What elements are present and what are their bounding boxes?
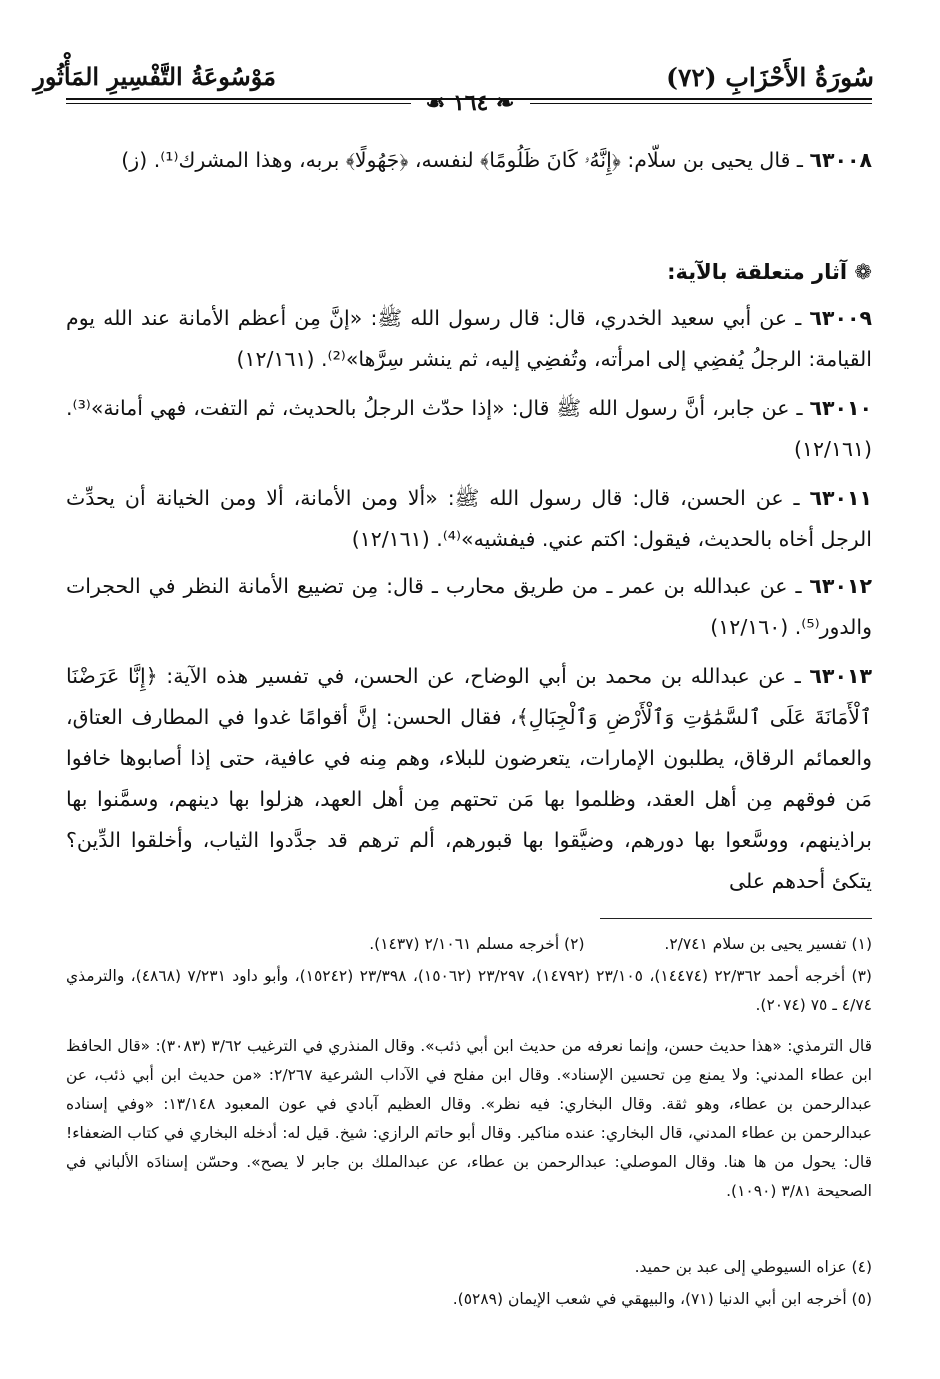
- entry-text: ـ عن أبي سعيد الخدري، قال: قال رسول الله ﷺ: «إنَّ مِن أعظم الأمانة عند الله يوم القيامة: الرجلُ يُفضِي إلى امرأته، وتُفضِي إليه، ثم ينشر سِرَّها»⁽²⁾. (١٢/١٦١): [66, 306, 872, 371]
- entry-63011: [66, 478, 872, 560]
- entry-number: ٦٣٠١٣: [809, 664, 872, 688]
- entry-number: ٦٣٠٠٨: [809, 148, 872, 172]
- entry-number: ٦٣٠٠٩: [809, 306, 872, 330]
- entry-text: ـ عن عبدالله بن محمد بن أبي الوضاح، عن الحسن، في تفسير هذه الآية: ﴿إِنَّا عَرَضْنَا ٱلْأَمَانَةَ عَلَى ٱلسَّمَٰوَٰتِ وَٱلْأَرْضِ وَٱلْجِبَالِ﴾، فقال الحسن: إنَّ أقوامًا غدوا في المطارف العتاق، والعمائم الرقاق، يطلبون الإمارات، يتعرضون للبلاء، وهم مِنه في عافية، حتى إذا أصابوها خافوا مَن فوقهم مِن أهل العقد، وظلموا بها مَن تحتهم مِن أهل العهد، هزلوا بها دينهم، وسمَّنوا بها براذينهم، ووسَّعوا بها دورهم، وضيَّقوا بها قبورهم، ألم ترهم قد جدَّدوا الثياب، وأخلقوا الدِّين؟ يتكئ أحدهم على: [66, 664, 872, 893]
- surah-header: سُورَةُ الأَحْزَابِ (٧٢): [666, 63, 874, 92]
- footnote-4: (٤) عزاه السيوطي إلى عبد بن حميد.: [634, 1258, 872, 1276]
- footnote-1-2: [66, 930, 872, 959]
- footnote-1: (١) تفسير يحيى بن سلام ٢/٧٤١.: [664, 935, 872, 953]
- ornament-icon: ☙: [425, 90, 453, 116]
- entry-text: ـ قال يحيى بن سلّام: ﴿إِنَّهُۥ كَانَ ظَلُومًا﴾ لنفسه، ﴿جَهُولًا﴾ بربه، وهذا المشرك⁽¹⁾. (ز): [121, 148, 803, 172]
- entry-63012: [66, 566, 872, 648]
- entry-number: ٦٣٠١١: [809, 486, 872, 510]
- header-rule-left: [66, 103, 411, 104]
- entry-number: ٦٣٠١٢: [809, 574, 872, 598]
- entry-text: ـ عن الحسن، قال: قال رسول الله ﷺ: «ألا ومن الأمانة، ألا ومن الخيانة أن يحدِّث الرجل أخاه بالحديث، فيقول: اكتم عني. فيفشيه»⁽⁴⁾. (١٢/١٦١): [66, 486, 872, 551]
- entry-text: ـ عن جابر، أنَّ رسول الله ﷺ قال: «إذا حدّث الرجلُ بالحديث، ثم التفت، فهي أمانة»⁽³⁾. (١٢/١٦١): [66, 396, 872, 461]
- section-heading: ❁ آثار متعلقة بالآية:: [667, 260, 872, 284]
- book-title-header: مَوْسُوعَةُ التَّفْسِيرِ المَأْثُورِ: [33, 62, 276, 91]
- footnote-3-commentary: قال الترمذي: «هذا حديث حسن، وإنما نعرفه من حديث ابن أبي ذئب». وقال المنذري في الترغيب ٣/٦٢ (٣٠٨٣): «قال الحافظ ابن عطاء المدني: ولا يمنع مِن تحسين الإسناد». وقال ابن مفلح في الآداب الشرعية ٢/٢٦٧: «من حديث ابن أبي ذئب، عن عبدالرحمن بن عطاء، وهو ثقة. وقال البخاري: فيه نظر». وقال العظيم آبادي في عون المعبود ١٣/١٤٨: «وفي إسناده عبدالرحمن بن عطاء المدني، قال البخاري: عنده مناكير. وقال أبو حاتم الرازي: شيخ. قيل له: أدخله البخاري في كتاب الضعفاء! قال: يحول من ها هنا. وقال الموصلي: عبدالرحمن بن عطاء، عن عبدالملك بن جابر لا يصح». وحسّن إسنادَه الألباني في الصحيحة ٣/٨١ (١٠٩٠).: [66, 1037, 873, 1200]
- footnote-2: (٢) أخرجه مسلم ٢/١٠٦١ (١٤٣٧).: [369, 935, 585, 953]
- entry-63009: [66, 298, 872, 380]
- footnote-5: (٥) أخرجه ابن أبي الدنيا (٧١)، والبيهقي في شعب الإيمان (٥٢٨٩).: [452, 1290, 872, 1308]
- footnote-3: (٣) أخرجه أحمد ٢٢/٣٦٢ (١٤٤٧٤)، ٢٣/١٠٥ (١٤٧٩٢)، ٢٣/٢٩٧ (١٥٠٦٢)، ٢٣/٣٩٨ (١٥٢٤٢)، وأبو داود ٧/٢٣١ (٤٨٦٨)، والترمذي ٤/٧٤ ـ ٧٥ (٢٠٧٤).: [66, 967, 872, 1014]
- entry-63013: [66, 656, 872, 902]
- header-rule-right: [530, 103, 872, 104]
- entry-63010: [66, 388, 872, 470]
- ornament-icon: ❧: [488, 90, 515, 116]
- entry-63008: [66, 140, 872, 181]
- footnote-separator: [600, 918, 872, 919]
- page-number: ❧ ١٦٤ ☙: [425, 90, 515, 116]
- entry-text: ـ عن عبدالله بن عمر ـ من طريق محارب ـ قال: مِن تضييع الأمانة النظر في الحجرات والدور⁽⁵⁾. (١٢/١٦٠): [66, 574, 872, 639]
- entry-number: ٦٣٠١٠: [809, 396, 872, 420]
